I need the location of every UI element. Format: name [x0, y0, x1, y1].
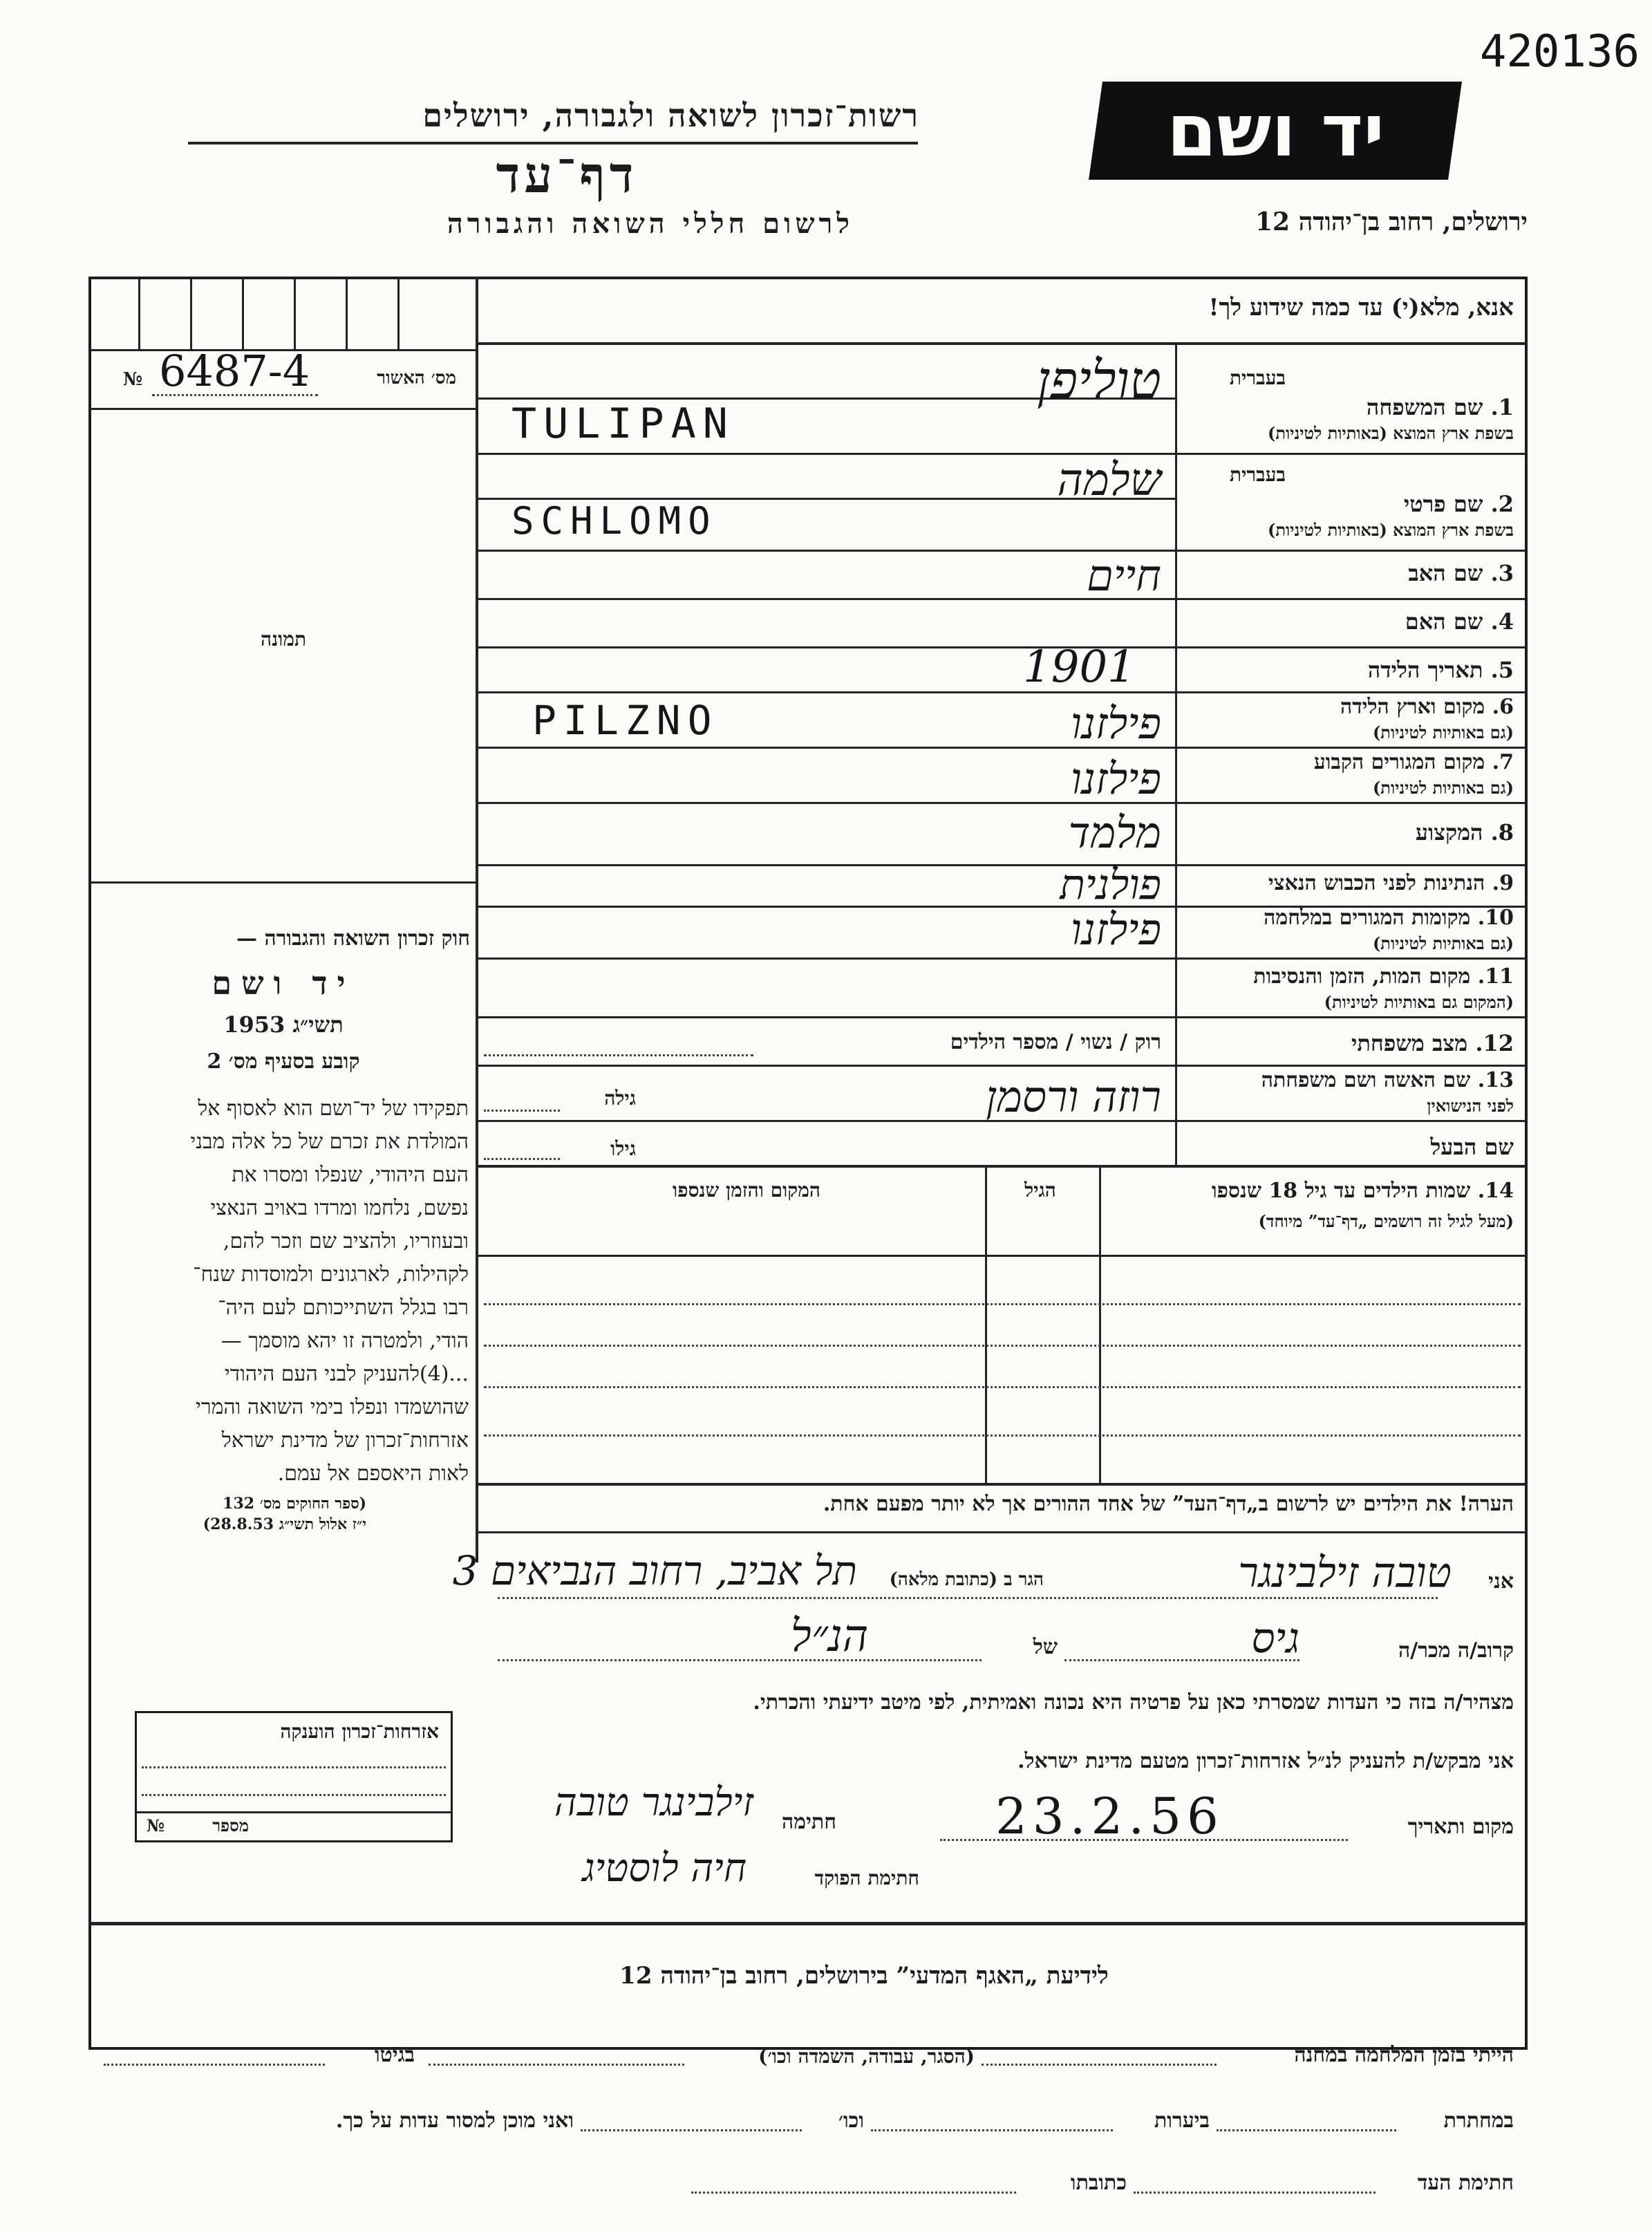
science-line2-etc: וכו׳	[838, 2109, 864, 2133]
field11-label-text: מקום המות, הזמן והנסיבות	[1253, 964, 1471, 989]
law-line: לאות היאספם אל עמם.	[277, 1461, 469, 1486]
law-line: הודי, ולמטרה זו יהא מוסמך —	[220, 1329, 469, 1353]
photo-bottom-rule	[90, 881, 476, 884]
law-source: (ספר החוקים מס׳ 132	[223, 1495, 366, 1513]
field2-label	[1189, 491, 1514, 517]
field12-label-text: מצב משפחתי	[1351, 1030, 1468, 1056]
residence: פילזנו	[1070, 754, 1161, 804]
law-line: לקהילות, לארגונים ולמוסדות שנח־	[193, 1262, 469, 1287]
field3-label-text: שם האב	[1408, 560, 1483, 586]
witness-name: טובה זילבינגר	[1238, 1549, 1452, 1597]
husband-age-label: גילו	[610, 1137, 636, 1160]
wartime-residence: פילזנו	[1070, 904, 1161, 955]
field4-label-text: שם האם	[1405, 608, 1483, 635]
witness-address: תל אביב, רחוב הנביאים 3	[452, 1547, 857, 1594]
profession: מלמד	[1068, 807, 1161, 858]
field14-label	[1106, 1179, 1514, 1203]
photo-label: תמונה	[260, 628, 307, 651]
field11-number: 11.	[1477, 964, 1514, 989]
field13-note: לפני הנישואין	[1427, 1096, 1514, 1116]
law-line: נפשם, נלחמו ומרדו באויב הנאצי	[210, 1196, 469, 1220]
science-line3-address: כתובתו	[1070, 2171, 1127, 2195]
field13-label-text: שם האשה ושם משפחתה	[1261, 1068, 1471, 1092]
field9-label	[1182, 871, 1514, 895]
field14-number: 14.	[1477, 1179, 1514, 1203]
science-line2-ready: ואני מוכן למסור עדות על כך.	[335, 2109, 574, 2133]
birth-place-latin: PILZNO	[532, 697, 719, 744]
wife-name: רוזה ורסמן	[986, 1072, 1161, 1122]
wife-age-label: גילה	[604, 1087, 636, 1110]
field6-label-text: מקום וארץ הלידה	[1340, 695, 1485, 719]
law-line: שהושמדו ונפלו בימי השואה והמרי	[195, 1395, 469, 1419]
field12-number: 12.	[1475, 1030, 1514, 1056]
field11-note: (המקום גם באותיות לטיניות)	[1324, 992, 1514, 1012]
photo-top-rule	[90, 408, 476, 410]
field10-note: (גם באותיות לטיניות)	[1372, 933, 1514, 953]
field1-number: 1.	[1490, 394, 1514, 420]
field8-label	[1189, 819, 1514, 845]
declaration-request: אני מבקש/ת להעניק לנ״ל אזרחות־זכרון מטעם מדינת ישראל.	[1017, 1749, 1514, 1773]
field13-number: 13.	[1477, 1068, 1514, 1092]
children-age-header: הגיל	[1024, 1179, 1056, 1202]
citizenship-number-label: מספר	[212, 1815, 249, 1835]
label-column-divider	[1175, 342, 1177, 1165]
law-name: יד ושם	[212, 964, 355, 1002]
field5-label	[1189, 657, 1514, 683]
birth-date: 1901	[1023, 642, 1136, 693]
archive-number: 420136	[1479, 26, 1640, 77]
field7-label-text: מקום המגורים הקבוע	[1313, 750, 1485, 774]
institution-underline	[188, 142, 918, 144]
law-year: תשי״ג 1953	[223, 1011, 344, 1038]
marital-options: רוק / נשוי / מספר הילדים	[950, 1030, 1161, 1054]
relation-value: גיס	[1251, 1614, 1299, 1663]
residing-label: הגר ב (כתובת מלאה)	[889, 1569, 1044, 1590]
field2-latin-note: בשפת ארץ המוצא (באותיות לטיניות)	[1268, 520, 1514, 540]
place-date-value: 23.2.56	[995, 1787, 1224, 1845]
birth-place-hebrew: פילזנו	[1070, 698, 1161, 749]
citizenship-title: אזרחות־זכרון הוענקה	[280, 1720, 439, 1743]
nationality: פולנית	[1060, 861, 1161, 909]
form-subtitle: לרשום חללי השואה והגבורה	[447, 207, 854, 240]
field9-label-text: הנתינות לפני הכבוש הנאצי	[1268, 871, 1485, 895]
field2-hebrew-tag: בעברית	[1229, 463, 1286, 486]
field12-label	[1189, 1030, 1514, 1056]
field7-number: 7.	[1492, 750, 1514, 774]
field1-label-text: שם המשפחה	[1366, 394, 1483, 420]
officer-label: חתימת הפוקד	[814, 1867, 919, 1889]
relative-label: קרוב/ה מכר/ה	[1398, 1638, 1514, 1663]
children-note: הערה! את הילדים יש לרשום ב„דף־העד” של אחד ההורים אך לא יותר מפעם אחת.	[823, 1492, 1514, 1516]
left-column-divider	[476, 277, 478, 1562]
law-line: העם היהודי, שנפלו ומסרו את	[232, 1163, 469, 1187]
declaration-i-am: אני	[1488, 1569, 1514, 1594]
family-name-hebrew: טוליפן	[1036, 349, 1161, 411]
field11-label	[1182, 964, 1514, 989]
approval-number: 6487-4	[159, 346, 310, 396]
field14-label-text: שמות הילדים עד גיל 18 שנספו	[1211, 1179, 1471, 1203]
science-title: לידיעת „האגף המדעי” בירושלים, רחוב בן־יהודה 12	[619, 1962, 1109, 1990]
father-name: חיים	[1087, 550, 1161, 601]
field10-label	[1182, 906, 1514, 930]
field1-label	[1189, 394, 1514, 420]
field5-label-text: תאריך הלידה	[1367, 657, 1483, 683]
field8-label-text: המקצוע	[1415, 819, 1483, 845]
science-line3-signature: חתימת העד	[1417, 2171, 1514, 2195]
approval-no-sign: №	[123, 369, 143, 390]
law-line: אזרחות־זכרון של מדינת ישראל	[221, 1428, 469, 1452]
institution-name: רשות־זכרון לשואה ולגבורה, ירושלים	[422, 97, 919, 134]
law-source-date: י״ז אלול תשי״ג 28.8.53)	[203, 1515, 366, 1533]
first-name-hebrew: שלמה	[1057, 455, 1161, 506]
field4-number: 4.	[1490, 608, 1514, 635]
field14-note: (מעל לגיל זה רושמים „דף־עד” מיוחד)	[1258, 1211, 1514, 1231]
field7-label	[1189, 750, 1514, 774]
law-text	[97, 1092, 469, 1491]
law-line: ...(4)להעניק לבני העם היהודי	[224, 1362, 469, 1386]
field6-note: (גם באותיות לטיניות)	[1372, 722, 1514, 742]
science-line2-forests: ביערות	[1154, 2109, 1210, 2133]
witness-signature: זילבינגר טובה	[554, 1780, 753, 1825]
form-title: דף־עד	[496, 145, 638, 204]
approval-label: מס׳ האשור	[377, 368, 456, 389]
field13-label	[1182, 1068, 1514, 1092]
science-line1-note: (הסגר, עבודה, השמדה וכו׳)	[758, 2045, 975, 2068]
law-clause: קובע בסעיף מס׳ 2	[207, 1049, 360, 1074]
field10-label-text: מקומות המגורים במלחמה	[1264, 906, 1471, 930]
field2-label-text: שם פרטי	[1403, 491, 1483, 517]
law-title: חוק זכרון השואה והגבורה —	[236, 926, 470, 951]
yad-vashem-logo	[1089, 82, 1462, 180]
of-value: הנ״ל	[790, 1611, 869, 1662]
family-name-latin: TULIPAN	[511, 400, 735, 448]
law-line: ובעוזריו, ולהציב שם וזכר להם,	[223, 1229, 469, 1253]
place-date-label: מקום ותאריך	[1407, 1815, 1514, 1839]
citizenship-no-sign: №	[147, 1815, 165, 1835]
field3-label	[1189, 560, 1514, 586]
field3-number: 3.	[1490, 560, 1514, 586]
science-line2-underground: במחתרת	[1443, 2109, 1514, 2133]
field9-number: 9.	[1492, 871, 1514, 895]
husband-label: שם הבעל	[1430, 1134, 1514, 1160]
science-line1-camp: הייתי בזמן המלחמה במחנה	[1294, 2043, 1514, 2067]
logo-text: יד ושם	[1166, 88, 1385, 173]
field10-number: 10.	[1477, 906, 1514, 930]
header-address: ירושלים, רחוב בן־יהודה 12	[1255, 207, 1528, 236]
instructions: אנא, מלא(י) עד כמה שידוע לך!	[1208, 294, 1514, 321]
law-line: רבו בגלל השתייכותם לעם היה־	[218, 1296, 469, 1320]
signature-label: חתימה	[782, 1810, 836, 1834]
field1-latin-note: בשפת ארץ המוצא (באותיות לטיניות)	[1268, 423, 1514, 443]
field8-number: 8.	[1490, 819, 1514, 845]
field4-label	[1189, 608, 1514, 635]
science-line1-ghetto: בגיטו	[374, 2043, 415, 2067]
field6-number: 6.	[1492, 695, 1514, 719]
field6-label	[1189, 695, 1514, 719]
declaration-statement: מצהיר/ה בזה כי העדות שמסרתי כאן על פרטיה היא נכונה ואמיתית, לפי מיטב ידיעתי והכרתי.	[753, 1690, 1514, 1715]
field1-hebrew-tag: בעברית	[1229, 366, 1286, 389]
children-place-header: המקום והזמן שנספו	[673, 1179, 820, 1202]
field7-note: (גם באותיות לטיניות)	[1372, 778, 1514, 798]
field5-number: 5.	[1490, 657, 1514, 683]
officer-signature: חיה לוסטיג	[582, 1846, 747, 1891]
first-name-latin: SCHLOMO	[511, 499, 717, 543]
of-label: של	[1033, 1635, 1058, 1659]
field2-number: 2.	[1490, 491, 1514, 517]
law-line: המולדת את זכרם של כל אלה מבני	[190, 1130, 469, 1154]
law-line: תפקידו של יד־ושם הוא לאסוף אל	[198, 1096, 469, 1121]
